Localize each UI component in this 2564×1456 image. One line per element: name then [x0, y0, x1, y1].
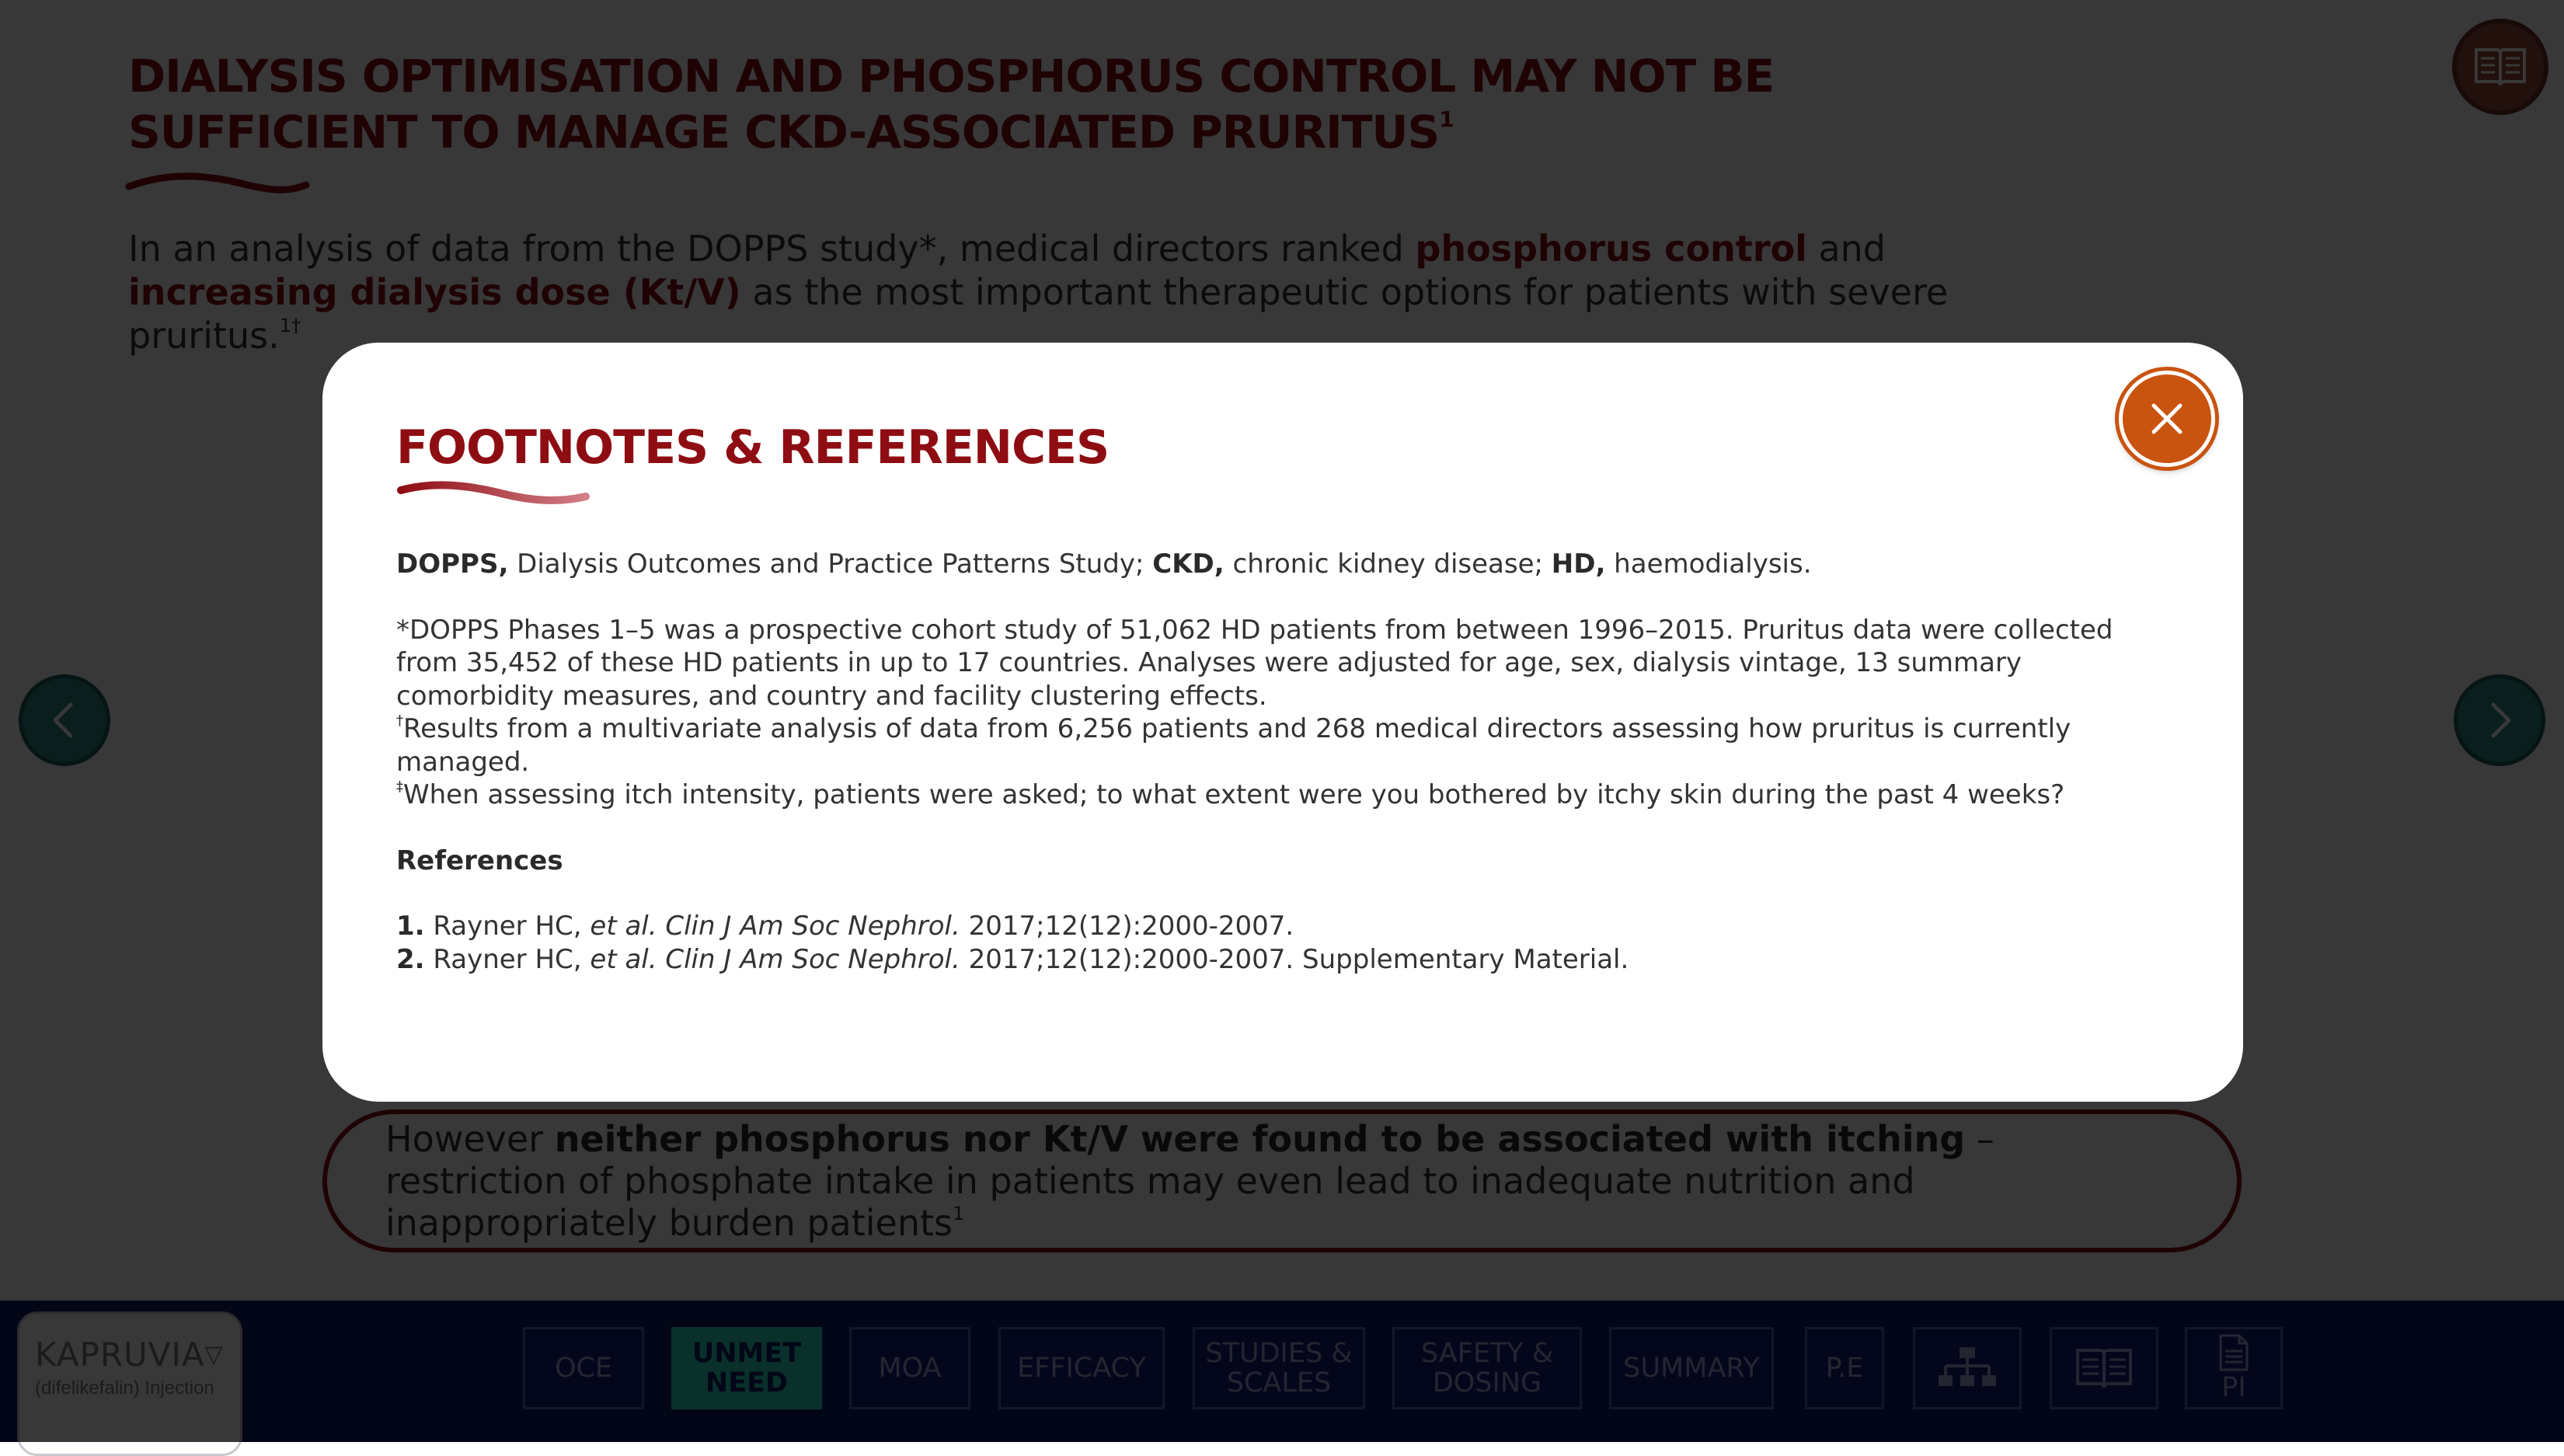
abbrev-def-dopps: Dialysis Outcomes and Practice Patterns Study; — [508, 549, 1153, 580]
close-icon — [2149, 401, 2185, 437]
spacer — [396, 877, 2169, 910]
reference-etal: et al. — [590, 943, 657, 975]
modal-title-underline — [396, 479, 590, 510]
reference-number: 2. — [396, 943, 425, 975]
reference-item — [396, 943, 2169, 977]
abbreviations — [396, 548, 2169, 581]
abbrev-term-hd: HD, — [1551, 549, 1606, 580]
reference-journal: Clin J Am Soc Nephrol. — [657, 943, 960, 975]
footnote-double-dagger-mark: ‡ — [396, 779, 403, 795]
reference-citation: 2017;12(12):2000-2007. Supplementary Material. — [960, 943, 1629, 975]
abbrev-term-ckd: CKD, — [1152, 549, 1225, 580]
abbrev-def-hd: haemodialysis. — [1605, 549, 1812, 580]
footnote-dagger-mark: † — [396, 712, 403, 729]
footnote-double-dagger-text: When assessing itch intensity, patients were asked; to what extent were you bothered by itchy skin during the past 4 weeks? — [403, 779, 2065, 810]
abbrev-term-dopps: DOPPS, — [396, 549, 509, 580]
references-heading — [396, 845, 2169, 878]
footnote-dagger — [396, 712, 2169, 779]
reference-number: 1. — [396, 911, 425, 942]
modal-body — [396, 548, 2169, 976]
footnotes-references-modal — [322, 343, 2243, 1102]
reference-etal: et al. — [590, 911, 657, 942]
reference-journal: Clin J Am Soc Nephrol. — [657, 911, 960, 942]
spacer — [396, 812, 2169, 845]
reference-author: Rayner HC, — [424, 911, 590, 942]
spacer — [396, 581, 2169, 614]
footnote-star: *DOPPS Phases 1–5 was a prospective cohort study of 51,062 HD patients from between 1996–2015. Pruritus data were collected from 35,452 of these HD patients in up to 17 countries. Analyses were adjusted for age, sex, dialysis vintage, 13 summary comorbidity measures, and country and facility clustering effects. — [396, 614, 2113, 712]
close-modal-button[interactable] — [2119, 371, 2215, 467]
modal-title: FOOTNOTES & REFERENCES — [396, 420, 1110, 475]
reference-citation: 2017;12(12):2000-2007. — [960, 911, 1294, 942]
footnote-dagger-text: Results from a multivariate analysis of data from 6,256 patients and 268 medical directors assessing how pruritus is currently managed. — [396, 713, 2071, 778]
abbrev-def-ckd: chronic kidney disease; — [1224, 549, 1552, 580]
footnote-double-dagger — [396, 779, 2169, 812]
reference-item — [396, 910, 2169, 943]
reference-author: Rayner HC, — [424, 943, 590, 975]
references-heading-text: References — [396, 845, 563, 876]
